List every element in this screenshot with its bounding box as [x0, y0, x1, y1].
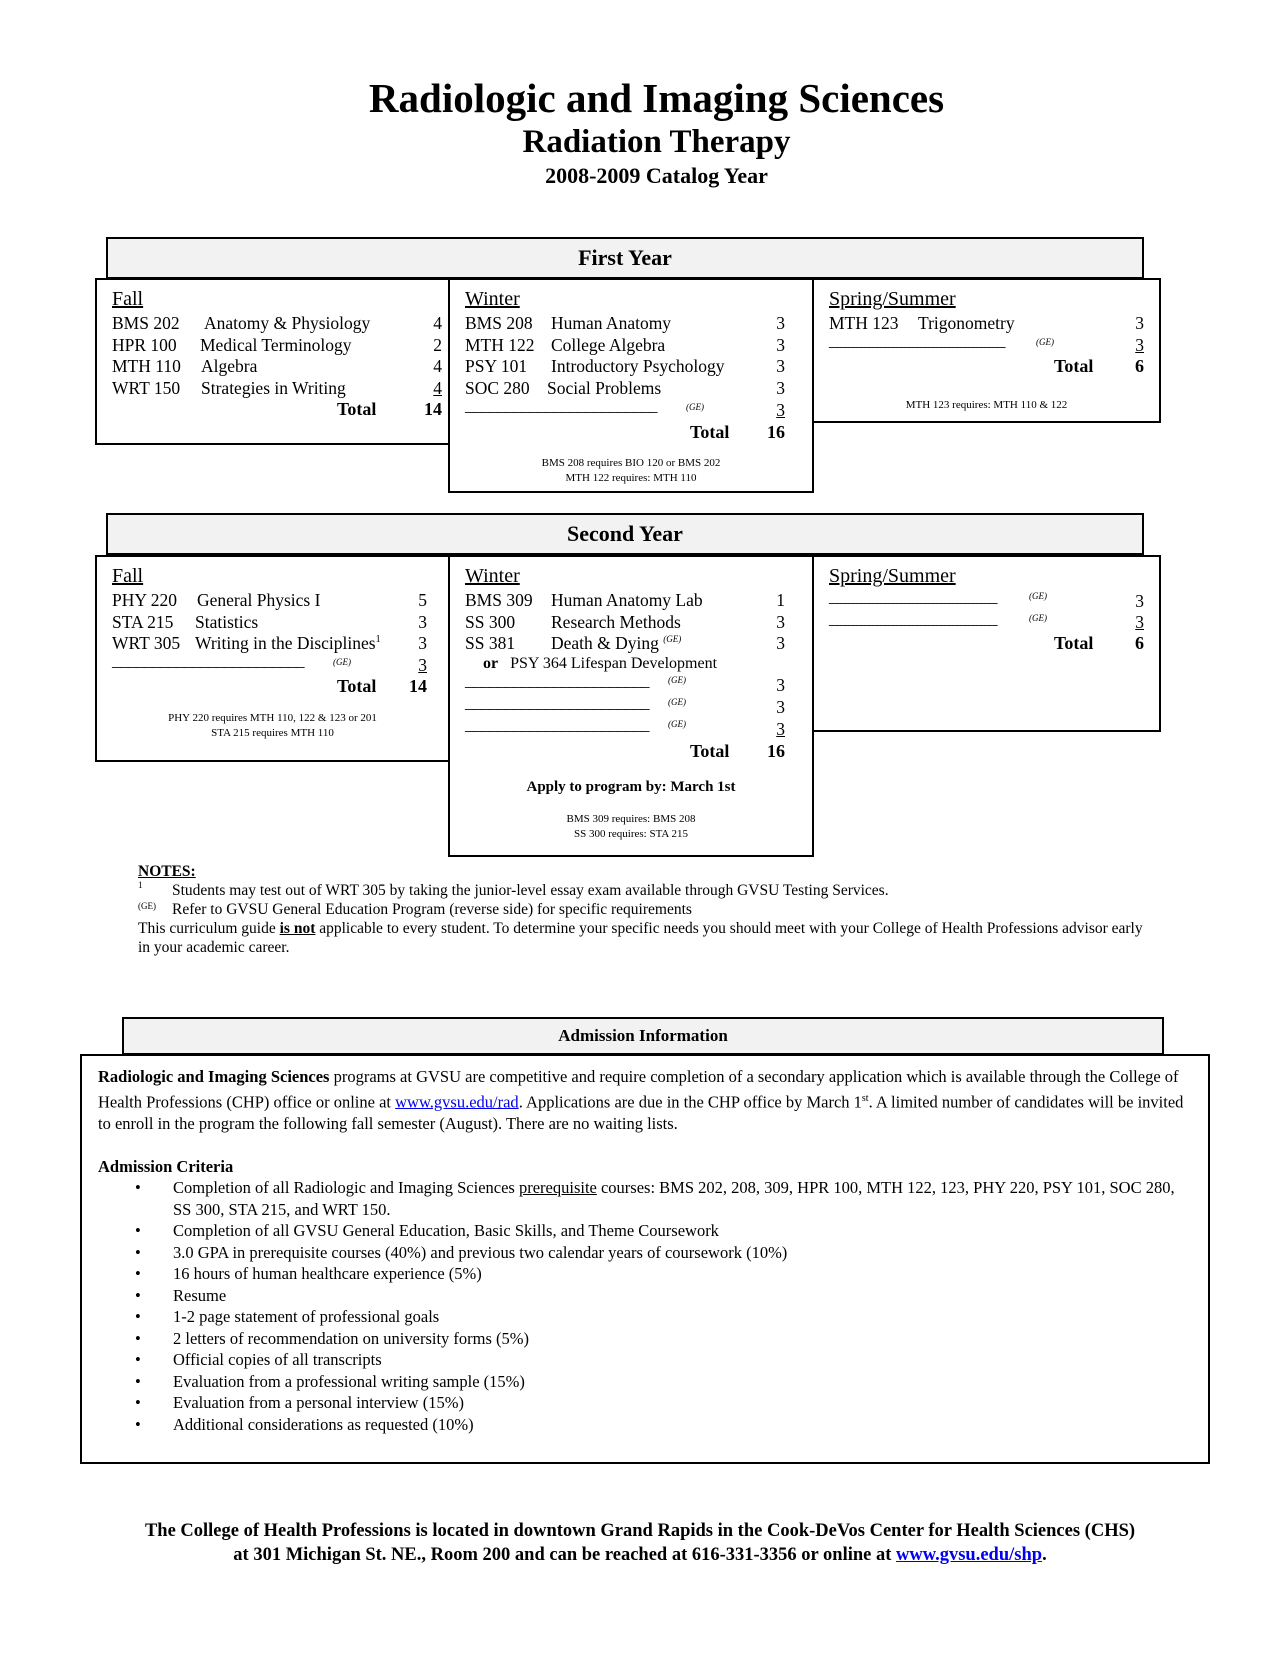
course-credits: 3: [776, 612, 785, 632]
footnote-marker: (GE): [138, 901, 156, 911]
course-credits: 3: [776, 719, 785, 739]
ge-mark: (GE): [686, 402, 704, 412]
course-code: SS 381: [465, 633, 516, 653]
page-title: Radiologic and Imaging Sciences: [368, 75, 945, 121]
course-credits: 3: [776, 313, 785, 333]
first-year-label: First Year: [578, 245, 672, 270]
course-credits: 3: [776, 697, 785, 717]
course-name: College Algebra: [551, 335, 666, 355]
elective-blank: _______________________: [465, 715, 649, 734]
footnote-mark: 1: [375, 634, 381, 646]
prereq-note: [450, 812, 812, 842]
course-name: Algebra: [201, 356, 258, 376]
course-name: Medical Terminology: [200, 335, 352, 355]
total-credits: 14: [424, 399, 442, 419]
alternative-course: PSY 364 Lifespan Development: [510, 655, 718, 672]
course-credits: 4: [433, 378, 442, 398]
footer-line: The College of Health Professions is located in downtown Grand Rapids in the Cook-DeVos Center for Health Sciences (CHS): [144, 1521, 1136, 1541]
ge-mark: (GE): [663, 634, 682, 645]
catalog-year: 2008-2009 Catalog Year: [545, 163, 768, 188]
ge-mark: (GE): [1036, 337, 1054, 347]
elective-blank: ______________________: [829, 331, 1005, 350]
total-label: Total: [337, 399, 377, 419]
prereq-note: [450, 456, 812, 486]
criteria-item: • Official copies of all transcripts: [173, 1349, 1193, 1371]
semester-heading: Spring/Summer: [829, 565, 956, 587]
course-credits: 4: [433, 356, 442, 376]
course-credits: 3: [1135, 591, 1144, 611]
intro-text: . A limited number of candidates will be invited to enroll in the program the following fall semester (August). There are no waiting lists.: [98, 1092, 1184, 1133]
year1-spring-box: [812, 278, 1161, 423]
year2-winter-box: [448, 555, 814, 857]
prereq-note: [97, 711, 448, 741]
disclaimer-emphasis: is not: [279, 920, 316, 937]
course-credits: 3: [418, 612, 427, 632]
criteria-item: • Evaluation from a professional writing sample (15%): [173, 1371, 1193, 1393]
first-year-heading: [106, 237, 1144, 279]
semester-heading: Winter: [465, 288, 520, 310]
course-credits: 4: [433, 313, 442, 333]
course-code: PSY 101: [465, 356, 528, 376]
total-credits: 6: [1135, 633, 1144, 653]
ge-mark: (GE): [668, 719, 686, 729]
footnote-ge: [138, 900, 1148, 919]
criteria-item: • Additional considerations as requested (10%): [173, 1414, 1193, 1436]
admission-box: [80, 1054, 1210, 1464]
course-code: BMS 309: [465, 590, 533, 610]
ordinal-suffix: st: [861, 1092, 869, 1104]
course-name: Statistics: [195, 612, 259, 632]
course-credits: 3: [418, 655, 427, 675]
semester-heading: Fall: [112, 288, 144, 310]
elective-blank: _____________________: [829, 609, 997, 628]
course-credits: 3: [418, 633, 427, 653]
course-code: MTH 122: [465, 335, 535, 355]
course-name: Human Anatomy: [551, 313, 672, 333]
shp-link[interactable]: www.gvsu.edu/shp: [896, 1545, 1043, 1565]
apply-deadline: Apply to program by: March 1st: [526, 779, 736, 795]
footnote-1: [138, 881, 1148, 900]
footnote-text: Refer to GVSU General Education Program (reverse side) for specific requirements: [172, 901, 692, 918]
course-credits: 3: [776, 675, 785, 695]
elective-blank: _______________________: [465, 693, 649, 712]
second-year-heading: [106, 513, 1144, 555]
prereq-note: MTH 123 requires: MTH 110 & 122: [905, 399, 1068, 411]
notes-section: [138, 862, 1148, 957]
semester-heading: Winter: [465, 565, 520, 587]
course-credits: 2: [433, 335, 442, 355]
intro-text: . Applications are due in the CHP office by March 1: [518, 1092, 862, 1111]
elective-blank: ________________________: [465, 396, 657, 415]
prereq-note-line: STA 215 requires MTH 110: [211, 727, 334, 739]
year1-fall-box: [95, 278, 450, 445]
year1-winter-box: [448, 278, 814, 493]
admission-heading: Admission Information: [122, 1017, 1164, 1055]
course-code: SS 300: [465, 612, 516, 632]
semester-heading: Spring/Summer: [829, 288, 956, 310]
course-name: Research Methods: [551, 612, 681, 632]
ge-mark: (GE): [1029, 591, 1047, 601]
total-label: Total: [690, 741, 730, 761]
elective-blank: _____________________: [829, 587, 997, 606]
course-name: Introductory Psychology: [551, 356, 725, 376]
program-subtitle: Radiation Therapy: [522, 124, 791, 160]
course-code: HPR 100: [112, 335, 177, 355]
program-name: Radiologic and Imaging Sciences: [98, 1067, 330, 1086]
course-name: Trigonometry: [918, 313, 1015, 333]
criteria-heading: Admission Criteria: [98, 1156, 234, 1176]
course-name: Death & Dying: [551, 633, 659, 653]
prereq-note-line: SS 300 requires: STA 215: [573, 828, 688, 840]
footer-text: .: [1042, 1545, 1047, 1565]
ge-mark: (GE): [1029, 613, 1047, 623]
criteria-item: • Evaluation from a personal interview (15%): [173, 1392, 1193, 1414]
footnote-text: Students may test out of WRT 305 by taking the junior-level essay exam available through GVSU Testing Services.: [172, 882, 889, 899]
prereq-note-line: BMS 309 requires: BMS 208: [566, 813, 696, 825]
criteria-item: • Completion of all GVSU General Education, Basic Skills, and Theme Coursework: [173, 1220, 1193, 1242]
total-credits: 16: [767, 741, 785, 761]
course-code: WRT 305: [112, 633, 181, 653]
course-credits: 1: [776, 590, 785, 610]
total-credits: 16: [767, 422, 785, 442]
course-credits: 3: [1135, 612, 1144, 632]
criteria-item: • 2 letters of recommendation on university forms (5%): [173, 1328, 1193, 1350]
footer-text: at 301 Michigan St. NE., Room 200 and can be reached at 616-331-3356 or online at: [233, 1545, 897, 1565]
or-label: or: [483, 655, 499, 672]
course-name: Human Anatomy Lab: [551, 590, 703, 610]
course-code: SOC 280: [465, 378, 530, 398]
prereq-note-line: MTH 122 requires: MTH 110: [565, 472, 697, 484]
course-credits: 3: [1135, 335, 1144, 355]
prereq-note-line: BMS 208 requires BIO 120 or BMS 202: [541, 457, 721, 469]
course-credits: 3: [776, 400, 785, 420]
prereq-note-line: PHY 220 requires MTH 110, 122 & 123 or 201: [168, 712, 377, 724]
ge-mark: (GE): [668, 675, 686, 685]
course-code: MTH 110: [112, 356, 181, 376]
course-code: PHY 220: [112, 590, 177, 610]
course-credits: 3: [1135, 313, 1144, 333]
criteria-list: [98, 1177, 1193, 1435]
course-code: BMS 208: [465, 313, 533, 333]
course-credits: 3: [776, 633, 785, 653]
course-code: MTH 123: [829, 313, 899, 333]
disclaimer: [138, 919, 1148, 957]
disclaimer-text: This curriculum guide: [138, 920, 280, 937]
footer-line: [0, 1543, 1280, 1567]
criteria-item: • 3.0 GPA in prerequisite courses (40%) and previous two calendar years of coursework (10%): [173, 1242, 1193, 1264]
course-code: BMS 202: [112, 313, 180, 333]
course-credits: 3: [776, 356, 785, 376]
intro-text: programs at GVSU are competitive and require completion of a secondary application which is available through the College of Health Professions (CHP) office or online at: [98, 1067, 1179, 1111]
total-label: Total: [1054, 633, 1094, 653]
year2-spring-box: [812, 555, 1161, 732]
criteria-emphasis: prerequisite: [518, 1178, 597, 1197]
notes-heading: NOTES:: [138, 863, 196, 880]
total-credits: 6: [1135, 356, 1144, 376]
course-credits: 3: [776, 335, 785, 355]
footnote-marker: 1: [138, 880, 143, 890]
elective-blank: _______________________: [465, 671, 649, 690]
course-credits: 5: [418, 590, 427, 610]
year2-fall-box: [95, 555, 450, 762]
course-code: STA 215: [112, 612, 174, 632]
course-credits: 3: [776, 378, 785, 398]
total-credits: 14: [409, 676, 427, 696]
total-label: Total: [690, 422, 730, 442]
criteria-item: • Resume: [173, 1285, 1193, 1307]
course-name: Anatomy & Physiology: [204, 313, 371, 333]
total-label: Total: [1054, 356, 1094, 376]
course-name: Writing in the Disciplines: [195, 633, 376, 653]
rad-link[interactable]: www.gvsu.edu/rad: [395, 1092, 519, 1111]
second-year-label: Second Year: [567, 521, 683, 546]
course-name: Strategies in Writing: [201, 378, 346, 398]
course-name: General Physics I: [197, 590, 321, 610]
course-code: WRT 150: [112, 378, 181, 398]
footer: [0, 1519, 1280, 1567]
disclaimer-text: applicable to every student. To determine your specific needs you should meet with your College of Health Professions advisor early in your academic career.: [138, 920, 1143, 956]
course-name: Social Problems: [547, 378, 662, 398]
criteria-item: [173, 1177, 1193, 1220]
ge-mark: (GE): [333, 657, 351, 667]
admission-intro: [98, 1066, 1193, 1134]
ge-mark: (GE): [668, 697, 686, 707]
criteria-item: • 1-2 page statement of professional goals: [173, 1306, 1193, 1328]
criteria-text: courses: BMS 202, 208, 309, HPR 100, MTH 122, 123, PHY 220, PSY 101, SOC 280, SS 300, STA 215, and WRT 150.: [173, 1178, 1175, 1219]
elective-blank: ________________________: [112, 651, 304, 670]
criteria-item: • 16 hours of human healthcare experience (5%): [173, 1263, 1193, 1285]
semester-heading: Fall: [112, 565, 144, 587]
total-label: Total: [337, 676, 377, 696]
criteria-text: Completion of all Radiologic and Imaging Sciences: [173, 1178, 519, 1197]
